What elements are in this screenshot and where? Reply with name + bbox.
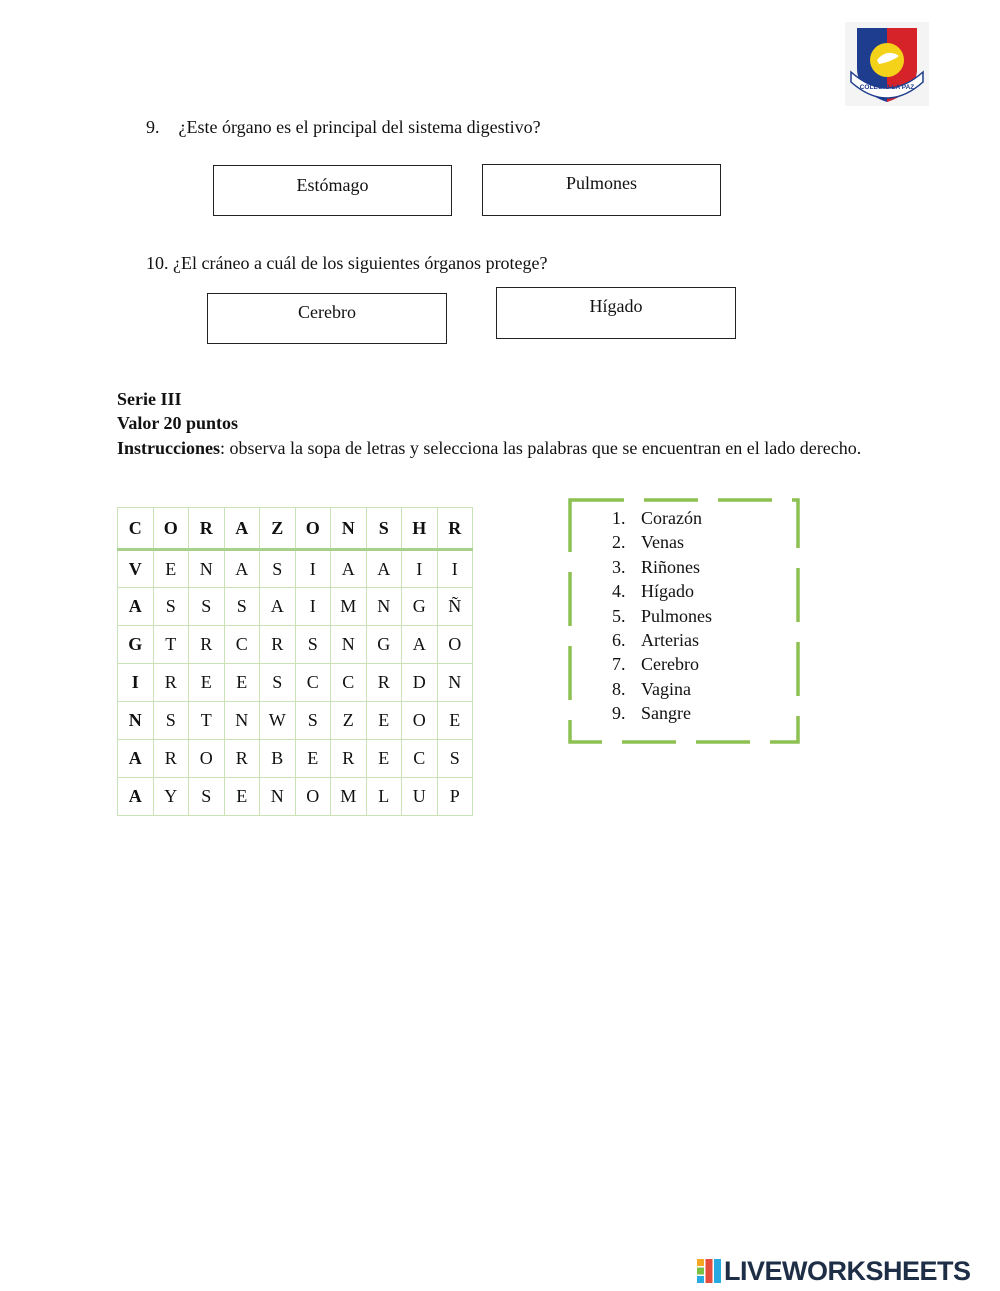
- grid-cell[interactable]: A: [224, 550, 260, 588]
- word-number: 7.: [612, 654, 626, 675]
- grid-cell[interactable]: N: [260, 778, 296, 816]
- option-pulmones[interactable]: [482, 164, 721, 216]
- grid-cell[interactable]: E: [189, 664, 225, 702]
- word-list-item: [612, 701, 712, 725]
- logo-text: COLEGIO LA PAZ: [859, 84, 915, 91]
- grid-cell[interactable]: S: [189, 588, 225, 626]
- grid-cell[interactable]: N: [331, 508, 367, 550]
- grid-cell[interactable]: Ñ: [437, 588, 473, 626]
- grid-cell[interactable]: N: [118, 702, 154, 740]
- grid-cell[interactable]: Y: [153, 778, 189, 816]
- grid-cell[interactable]: S: [224, 588, 260, 626]
- liveworksheets-icon: [697, 1259, 721, 1283]
- question-9-text: ¿Este órgano es el principal del sistema digestivo?: [178, 117, 541, 137]
- grid-cell[interactable]: A: [366, 550, 402, 588]
- grid-cell[interactable]: E: [153, 550, 189, 588]
- grid-cell[interactable]: A: [331, 550, 367, 588]
- grid-cell[interactable]: I: [437, 550, 473, 588]
- grid-cell[interactable]: B: [260, 740, 296, 778]
- grid-cell[interactable]: V: [118, 550, 154, 588]
- grid-cell[interactable]: T: [189, 702, 225, 740]
- grid-cell[interactable]: C: [118, 508, 154, 550]
- grid-cell[interactable]: W: [260, 702, 296, 740]
- grid-cell[interactable]: G: [366, 626, 402, 664]
- grid-cell[interactable]: O: [295, 508, 331, 550]
- option-higado-label: Hígado: [589, 296, 643, 316]
- grid-cell[interactable]: S: [153, 588, 189, 626]
- grid-cell[interactable]: O: [189, 740, 225, 778]
- option-cerebro-label: Cerebro: [298, 302, 356, 322]
- word-text: Cerebro: [641, 654, 699, 675]
- grid-cell[interactable]: O: [402, 702, 438, 740]
- option-estomago[interactable]: [213, 165, 452, 216]
- grid-cell[interactable]: E: [437, 702, 473, 740]
- grid-cell[interactable]: M: [331, 588, 367, 626]
- grid-row: [118, 626, 473, 664]
- grid-cell[interactable]: G: [118, 626, 154, 664]
- grid-cell[interactable]: E: [295, 740, 331, 778]
- grid-cell[interactable]: R: [189, 626, 225, 664]
- grid-cell[interactable]: P: [437, 778, 473, 816]
- word-number: 9.: [612, 703, 626, 724]
- grid-cell[interactable]: D: [402, 664, 438, 702]
- instructions: [117, 436, 879, 461]
- school-logo: [845, 22, 929, 106]
- grid-cell[interactable]: S: [366, 508, 402, 550]
- grid-cell[interactable]: O: [437, 626, 473, 664]
- grid-cell[interactable]: A: [118, 588, 154, 626]
- word-number: 6.: [612, 630, 626, 651]
- question-9: [146, 117, 541, 138]
- grid-cell[interactable]: A: [260, 588, 296, 626]
- question-10: [146, 253, 548, 274]
- question-10-text: ¿El cráneo a cuál de los siguientes órganos protege?: [173, 253, 548, 273]
- grid-row: [118, 740, 473, 778]
- word-list: [612, 506, 712, 726]
- grid-cell[interactable]: S: [260, 664, 296, 702]
- grid-cell[interactable]: I: [118, 664, 154, 702]
- grid-cell[interactable]: I: [295, 550, 331, 588]
- grid-cell[interactable]: C: [224, 626, 260, 664]
- word-number: 3.: [612, 556, 626, 577]
- word-number: 5.: [612, 605, 626, 626]
- grid-cell[interactable]: A: [402, 626, 438, 664]
- word-number: 8.: [612, 678, 626, 699]
- word-list-item: [612, 677, 712, 701]
- grid-cell[interactable]: A: [118, 740, 154, 778]
- grid-cell[interactable]: R: [260, 626, 296, 664]
- grid-cell[interactable]: U: [402, 778, 438, 816]
- word-list-item: [612, 506, 712, 530]
- word-search-grid: [117, 507, 473, 816]
- grid-cell[interactable]: G: [402, 588, 438, 626]
- grid-cell[interactable]: S: [189, 778, 225, 816]
- liveworksheets-brand: [697, 1256, 971, 1286]
- word-list-item: [612, 652, 712, 676]
- grid-cell[interactable]: C: [295, 664, 331, 702]
- grid-cell[interactable]: Z: [331, 702, 367, 740]
- grid-cell[interactable]: R: [366, 664, 402, 702]
- grid-cell[interactable]: T: [153, 626, 189, 664]
- grid-cell[interactable]: A: [118, 778, 154, 816]
- grid-cell[interactable]: H: [402, 508, 438, 550]
- word-text: Corazón: [641, 508, 702, 528]
- grid-cell[interactable]: L: [366, 778, 402, 816]
- option-cerebro[interactable]: [207, 293, 447, 344]
- word-number: 4.: [612, 581, 626, 602]
- grid-cell[interactable]: I: [295, 588, 331, 626]
- grid-cell[interactable]: N: [224, 702, 260, 740]
- grid-cell[interactable]: E: [224, 778, 260, 816]
- grid-cell[interactable]: N: [331, 626, 367, 664]
- grid-cell[interactable]: A: [224, 508, 260, 550]
- grid-cell[interactable]: S: [295, 626, 331, 664]
- grid-row: [118, 508, 473, 550]
- grid-cell[interactable]: R: [437, 508, 473, 550]
- word-text: Riñones: [641, 556, 701, 577]
- word-text: Venas: [641, 532, 684, 553]
- option-higado[interactable]: [496, 287, 736, 339]
- grid-cell[interactable]: R: [189, 508, 225, 550]
- grid-cell[interactable]: N: [189, 550, 225, 588]
- grid-cell[interactable]: I: [402, 550, 438, 588]
- grid-cell[interactable]: N: [366, 588, 402, 626]
- question-9-number: 9.: [146, 117, 160, 137]
- grid-row: [118, 778, 473, 816]
- grid-cell[interactable]: M: [331, 778, 367, 816]
- grid-cell[interactable]: E: [366, 702, 402, 740]
- grid-cell[interactable]: C: [402, 740, 438, 778]
- option-estomago-label: Estómago: [296, 175, 369, 195]
- grid-cell[interactable]: R: [224, 740, 260, 778]
- instructions-label: Instrucciones: [117, 438, 220, 458]
- word-text: Hígado: [641, 581, 694, 602]
- grid-row: [118, 550, 473, 588]
- grid-row: [118, 588, 473, 626]
- grid-cell[interactable]: C: [331, 664, 367, 702]
- word-text: Sangre: [641, 703, 691, 724]
- grid-cell[interactable]: O: [295, 778, 331, 816]
- instructions-text: : observa la sopa de letras y selecciona las palabras que se encuentran en el lado derecho.: [220, 438, 862, 458]
- grid-cell[interactable]: E: [366, 740, 402, 778]
- word-text: Vagina: [641, 678, 691, 699]
- word-list-item: [612, 628, 712, 652]
- grid-cell[interactable]: N: [437, 664, 473, 702]
- grid-cell[interactable]: S: [295, 702, 331, 740]
- word-text: Pulmones: [641, 605, 713, 626]
- grid-cell[interactable]: E: [224, 664, 260, 702]
- question-10-number: 10.: [146, 253, 169, 273]
- word-number: 1.: [612, 508, 626, 528]
- series-value: Valor 20 puntos: [117, 413, 239, 433]
- grid-row: [118, 702, 473, 740]
- word-text: Arterias: [641, 630, 699, 651]
- grid-row: [118, 664, 473, 702]
- grid-cell[interactable]: R: [153, 664, 189, 702]
- grid-cell[interactable]: R: [153, 740, 189, 778]
- word-list-item: [612, 604, 712, 628]
- option-pulmones-label: Pulmones: [565, 173, 637, 193]
- word-list-item: [612, 555, 712, 579]
- grid-cell[interactable]: S: [153, 702, 189, 740]
- word-list-item: [612, 530, 712, 554]
- grid-cell[interactable]: Z: [260, 508, 296, 550]
- word-number: 2.: [612, 532, 626, 553]
- grid-cell[interactable]: S: [260, 550, 296, 588]
- grid-cell[interactable]: O: [153, 508, 189, 550]
- series-title: Serie III: [117, 389, 182, 409]
- grid-cell[interactable]: R: [331, 740, 367, 778]
- grid-cell[interactable]: S: [437, 740, 473, 778]
- word-list-item: [612, 579, 712, 603]
- liveworksheets-text: LIVEWORKSHEETS: [724, 1255, 971, 1286]
